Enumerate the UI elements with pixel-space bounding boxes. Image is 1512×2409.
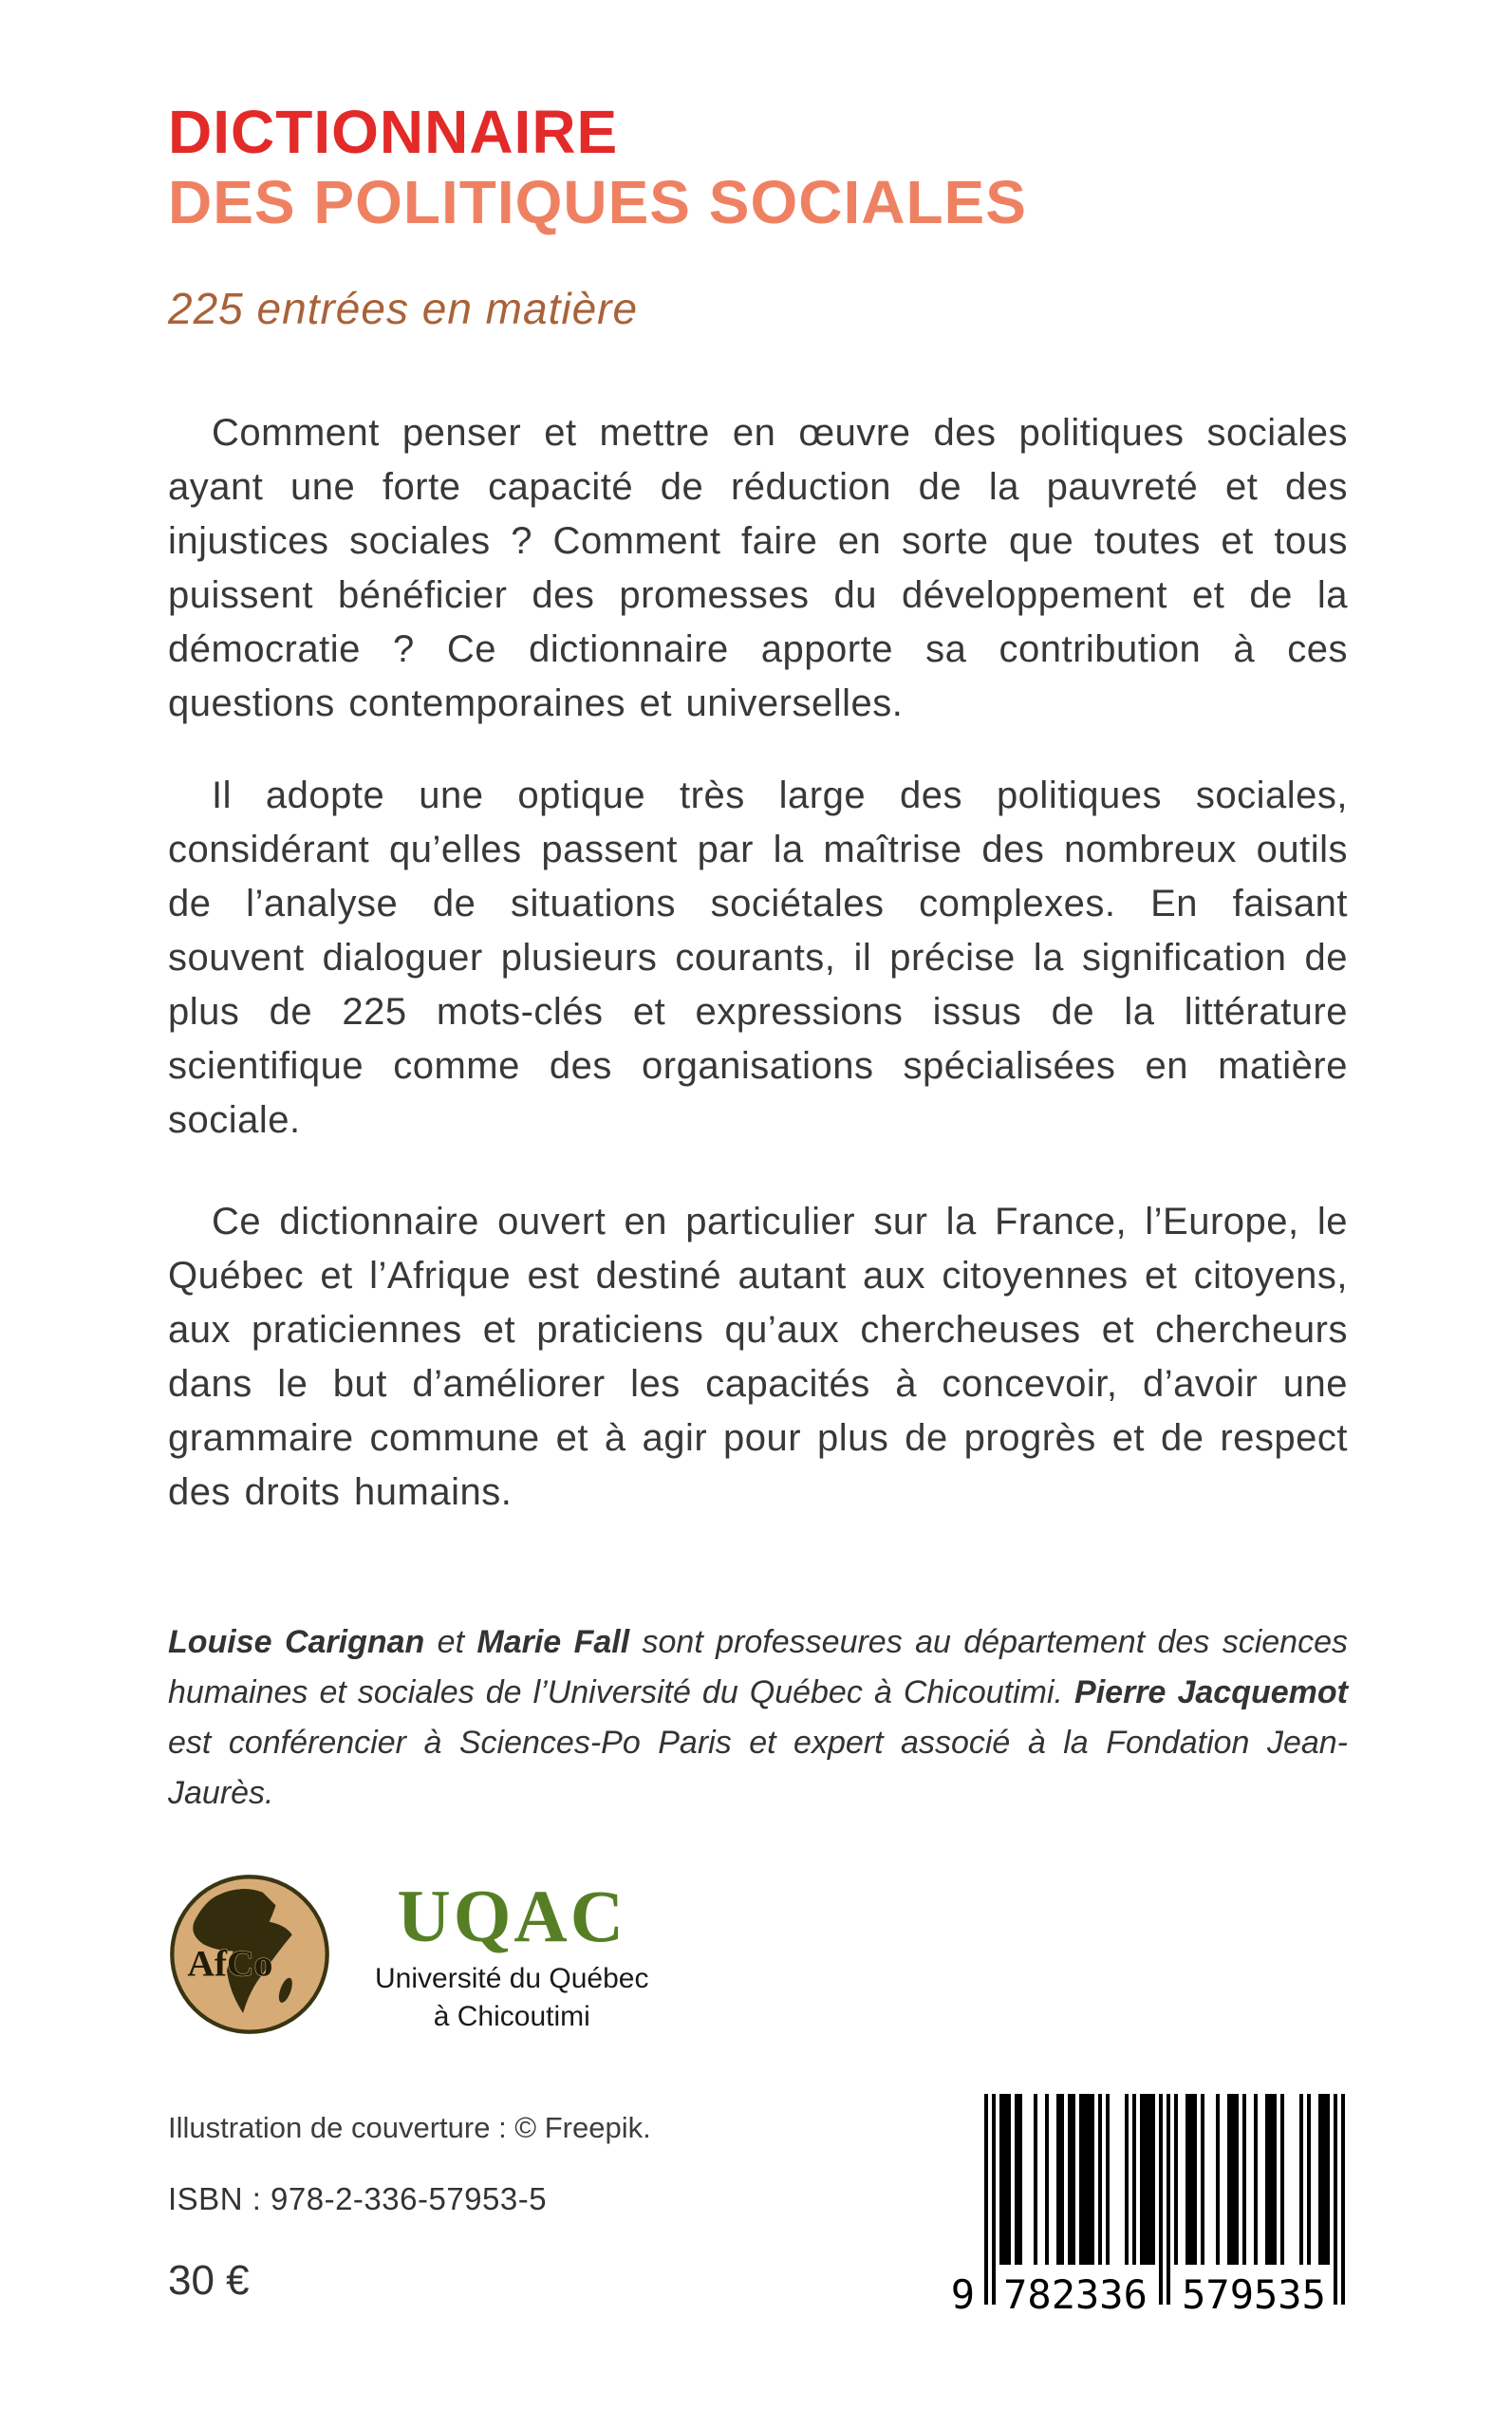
barcode-digits: 579535 — [1182, 2271, 1326, 2316]
afco-logo-graphic — [168, 1873, 331, 2036]
isbn-text: ISBN : 978-2-336-57953-5 — [168, 2181, 548, 2216]
title-block — [168, 97, 1348, 334]
ean13-barcode-graphic — [944, 2094, 1353, 2316]
author-name-pierre-jacquemot: Pierre Jacquemot — [1074, 1674, 1348, 1710]
paragraph-1: Comment penser et mettre en œuvre des politiques sociales ayant une forte capacité de réduction de la pauvreté et des injustices sociales ? Comment faire en sorte que toutes et tous puissent bénéficier des promesses du développement et de la démocratie ? Ce dictionnaire apporte sa contribution à ces questions contemporaines et universelles. — [168, 412, 1348, 724]
bio-text: et — [424, 1624, 477, 1660]
afco-logo — [168, 1865, 331, 2036]
uqac-subtitle-line2: à Chicoutimi — [433, 2001, 590, 2032]
barcode-digits: 9 — [950, 2271, 975, 2316]
afco-label: AfCo — [187, 1942, 273, 1985]
publisher-logos — [168, 1865, 649, 2036]
paragraph-3: Ce dictionnaire ouvert en particulier sur la France, l’Europe, le Québec et l’Afrique est destiné autant aux citoyennes et citoyens, aux praticiennes et praticiens qu’aux chercheuses et chercheurs dans le but d’améliorer les capacités à concevoir, d’avoir une grammaire commune et à agir pour plus de progrès et de respect des droits humains. — [168, 1201, 1348, 1513]
author-name-louise-carignan: Louise Carignan — [168, 1624, 425, 1660]
title-line-2: DES POLITIQUES SOCIALES — [168, 168, 1027, 236]
author-bio — [168, 1617, 1348, 1819]
subtitle: 225 entrées en matière — [168, 284, 639, 333]
uqac-subtitle-line1: Université du Québec — [375, 1963, 649, 1994]
barcode — [944, 2094, 1353, 2321]
title-line-1: DICTIONNAIRE — [168, 98, 619, 166]
barcode-digits: 782336 — [1003, 2271, 1148, 2316]
paragraph-2: Il adopte une optique très large des politiques sociales, considérant qu’elles passent par la maîtrise des nombreux outils de l’analyse de situations sociétales complexes. En faisant souvent dialoguer plusieurs courants, il précise la signification de plus de 225 mots-clés et expressions issus de la littérature scientifique comme des organisations spécialisées en matière sociale. — [168, 775, 1348, 1141]
uqac-wordmark: UQAC — [397, 1875, 627, 1957]
illustration-credit: Illustration de couverture : © Freepik. — [168, 2111, 651, 2144]
author-name-marie-fall: Marie Fall — [476, 1624, 630, 1660]
bio-text: sont professeures au département des sciences humaines et sociales de l’Université du Québec à Chicoutimi. — [168, 1624, 1348, 1710]
price: 30 € — [168, 2257, 250, 2304]
bio-text: est conférencier à Sciences-Po Paris et expert associé à la Fondation Jean-Jaurès. — [168, 1725, 1348, 1811]
uqac-logo — [375, 1875, 649, 2036]
